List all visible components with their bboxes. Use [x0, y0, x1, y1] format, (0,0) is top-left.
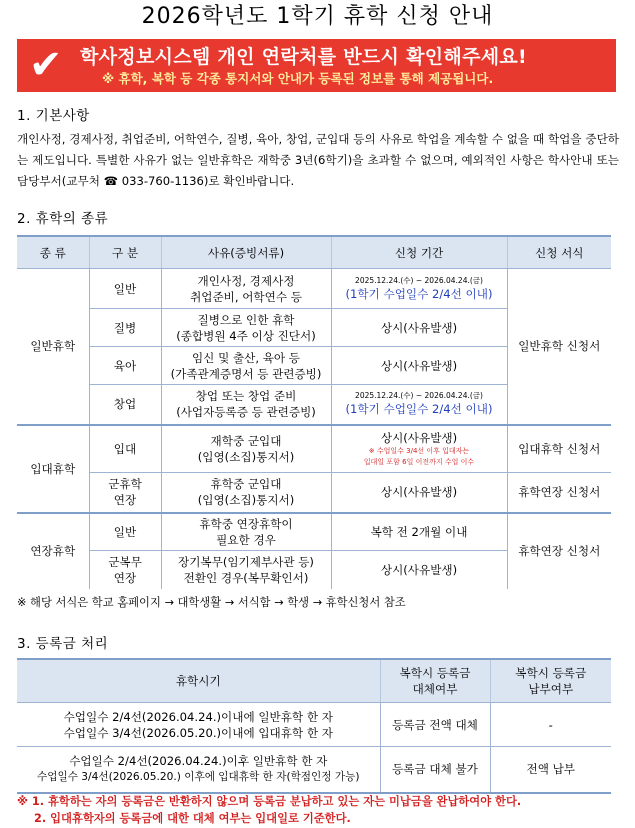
table-header-row: [17, 236, 611, 269]
form-cell: 휴학연장 신청서: [518, 544, 601, 558]
form-cell: 일반휴학 신청서: [507, 269, 611, 425]
reason-cell: 휴학중 연장휴학이 필요한 경우: [161, 513, 331, 551]
category-cell: 입대휴학: [17, 425, 89, 513]
tuition-table: [17, 658, 611, 794]
period-cell: 2025.12.24.(수) ~ 2026.04.24.(금) (1학기 수업일수 2/4선 이내): [331, 385, 507, 425]
replace-cell: 등록금 전액 대체: [380, 703, 490, 747]
reason-cell: 임신 및 출산, 육아 등 (가족관계증명서 등 관련증빙): [161, 347, 331, 385]
header-cell: 신청 서식: [507, 236, 611, 269]
table-row: [17, 425, 611, 473]
header-cell: 복학시 등록금 대체여부: [380, 659, 490, 703]
reason-cell: 창업 또는 창업 준비 (사업자등록증 등 관련증빙): [161, 385, 331, 425]
reason-cell: 재학중 군입대 (입영(소집)통지서): [161, 425, 331, 473]
table-row: [17, 747, 611, 793]
note-line: ※ 1. 휴학하는 자의 등록금은 반환하지 않으며 등록금 분납하고 있는 자는 미납금을 완납하여야 한다.: [17, 795, 522, 808]
leave-types-table: [17, 235, 611, 589]
header-cell: 휴학시기: [17, 659, 380, 703]
reason-cell: 개인사정, 경제사정 취업준비, 어학연수 등: [161, 269, 331, 309]
category-cell: 연장휴학: [17, 513, 89, 589]
period-cell: 상시(사유발생): [331, 347, 507, 385]
subtype-cell: 군휴학 연장: [89, 473, 161, 513]
subtype-cell: 일반: [89, 513, 161, 551]
subtype-cell: 육아: [89, 347, 161, 385]
period-cell: 수업일수 2/4선(2026.04.24.)이내에 일반휴학 한 자 수업일수 3/4선(2026.05.20.)이내에 입대휴학 한 자: [17, 703, 380, 747]
table-row: [17, 269, 611, 309]
reason-cell: 휴학중 군입대 (입영(소집)통지서): [161, 473, 331, 513]
forms-note: ※ 해당 서식은 학교 홈페이지 → 대학생활 → 서식함 → 학생 → 휴학신청서 참조: [17, 596, 406, 609]
table-row: [17, 513, 611, 551]
banner-headline: 학사정보시스템 개인 연락처를 반드시 확인해주세요!: [80, 46, 528, 68]
header-cell: 구 분: [89, 236, 161, 269]
subtype-cell: 입대: [89, 425, 161, 473]
header-cell: 사유(증빙서류): [161, 236, 331, 269]
subtype-cell: 창업: [89, 385, 161, 425]
basics-paragraph: 개인사정, 경제사정, 취업준비, 어학연수, 질병, 육아, 창업, 군입대 등의 사유로 학업을 계속할 수 없을 때 학업을 중단하는 제도입니다. 특별한 사유가 없는 일반휴학은 재학중 3년(6학기)을 초과할 수 없으며, 예외적인 사항은 학사안내 또는 담당부서(교무처 ☎ 033-760-1136)로 확인바랍니다.: [17, 132, 619, 188]
table-header-row: [17, 659, 611, 703]
section-heading-basics: 1. 기본사항: [17, 108, 90, 124]
reason-cell: 장기복무(임기제부사관 등) 전환인 경우(복무확인서): [161, 551, 331, 589]
pay-cell: -: [490, 703, 611, 747]
pay-cell: 전액 납부: [526, 762, 575, 777]
period-cell: 상시(사유발생) ※ 수업일수 3/4선 이후 입대자는 입대일 포함 6일 이전까지 수업 이수: [331, 425, 507, 473]
category-cell: 일반휴학: [17, 269, 89, 425]
banner-subtext: ※ 휴학, 복학 등 각종 통지서와 안내가 등록된 정보를 통해 제공됩니다.: [102, 71, 494, 86]
subtype-cell: 군복무 연장: [89, 551, 161, 589]
period-cell: 상시(사유발생): [331, 473, 507, 513]
period-cell: 수업일수 2/4선(2026.04.24.)이후 일반휴학 한 자 수업일수 3/4선(2026.05.20.) 이후에 입대휴학 한 자(학점인정 가능): [17, 747, 380, 793]
check-icon: ✔: [29, 42, 63, 88]
header-cell: 복학시 등록금 납부여부: [490, 659, 611, 703]
replace-cell: 등록금 대체 불가: [380, 747, 490, 793]
period-cell: 2025.12.24.(수) ~ 2026.04.24.(금) (1학기 수업일수 2/4선 이내): [331, 269, 507, 309]
page-title: 2026학년도 1학기 휴학 신청 안내: [141, 4, 494, 29]
notice-banner: [17, 39, 616, 92]
period-cell: 복학 전 2개월 이내: [331, 513, 507, 551]
section-heading-types: 2. 휴학의 종류: [17, 211, 109, 227]
period-cell: 상시(사유발생): [331, 551, 507, 589]
tuition-notes: [17, 793, 521, 827]
note-line: 2. 입대휴학자의 등록금에 대한 대체 여부는 입대일로 기준한다.: [34, 812, 351, 825]
reason-cell: 질병으로 인한 휴학 (종합병원 4주 이상 진단서): [161, 309, 331, 347]
form-cell: 입대휴학 신청서: [507, 425, 611, 473]
table-row: [17, 703, 611, 747]
header-cell: 신청 기간: [331, 236, 507, 269]
form-cell: 휴학연장 신청서: [507, 473, 611, 513]
header-cell: 종 류: [17, 236, 89, 269]
section-heading-tuition: 3. 등록금 처리: [17, 636, 109, 652]
table-row: [17, 473, 611, 513]
period-cell: 상시(사유발생): [331, 309, 507, 347]
subtype-cell: 일반: [89, 269, 161, 309]
subtype-cell: 질병: [89, 309, 161, 347]
